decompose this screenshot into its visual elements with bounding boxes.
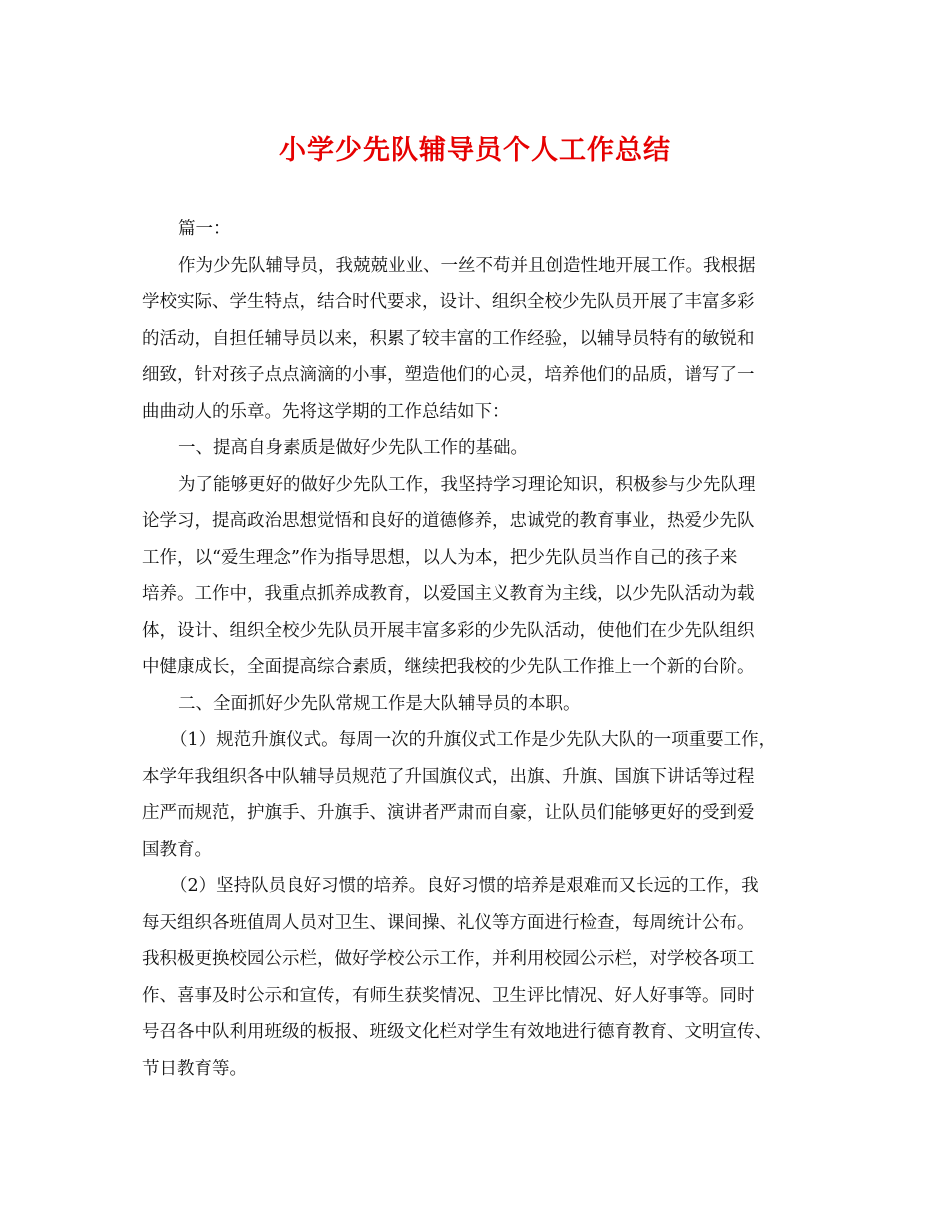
paragraph-line: （2）坚持队员良好习惯的培养。良好习惯的培养是艰难而又长远的工作，我 bbox=[170, 876, 759, 896]
paragraph-line: 作、喜事及时公示和宣传，有师生获奖情况、卫生评比情况、好人好事等。同时 bbox=[142, 985, 755, 1006]
document-body bbox=[142, 211, 812, 1087]
paragraph-line: 我积极更换校园公示栏，做好学校公示工作，并利用校园公示栏，对学校各项工 bbox=[142, 949, 755, 969]
paragraph-line: 工作，以“爱生理念”作为指导思想，以人为本，把少先队员当作自己的孩子来 bbox=[142, 547, 738, 568]
section-heading: 二、全面抓好少先队常规工作是大队辅导员的本职。 bbox=[178, 693, 581, 714]
paragraph-line: 国教育。 bbox=[142, 839, 212, 860]
paragraph-line: 体，设计、组织全校少先队员开展丰富多彩的少先队活动，使他们在少先队组织 bbox=[142, 620, 755, 641]
paragraph-line: 作为少先队辅导员，我兢兢业业、一丝不苟并且创造性地开展工作。我根据 bbox=[178, 255, 756, 276]
paragraph-line: 学校实际、学生特点，结合时代要求，设计、组织全校少先队员开展了丰富多彩 bbox=[142, 292, 755, 312]
paragraph-line: （1）规范升旗仪式。每周一次的升旗仪式工作是少先队大队的一项重要工作， bbox=[170, 730, 777, 750]
section-label: 篇一： bbox=[178, 219, 231, 239]
paragraph-line: 曲曲动人的乐章。先将这学期的工作总结如下： bbox=[142, 401, 510, 422]
section-heading: 一、提高自身素质是做好少先队工作的基础。 bbox=[178, 438, 528, 458]
document-title: 小学少先队辅导员个人工作总结 bbox=[279, 135, 671, 166]
paragraph-line: 庄严而规范，护旗手、升旗手、演讲者严肃而自豪，让队员们能够更好的受到爱 bbox=[142, 803, 755, 823]
paragraph-line: 论学习，提高政治思想觉悟和良好的道德修养，忠诚党的教育事业，热爱少先队 bbox=[142, 511, 755, 531]
paragraph-line: 细致，针对孩子点点滴滴的小事，塑造他们的心灵，培养他们的品质，谱写了一 bbox=[142, 365, 755, 385]
paragraph-line: 培养。工作中，我重点抓养成教育，以爱国主义教育为主线，以少先队活动为载 bbox=[142, 584, 755, 604]
paragraph-line: 号召各中队利用班级的板报、班级文化栏对学生有效地进行德育教育、文明宣传、 bbox=[142, 1022, 772, 1042]
paragraph-line: 节日教育等。 bbox=[142, 1058, 247, 1079]
paragraph-line: 本学年我组织各中队辅导员规范了升国旗仪式，出旗、升旗、国旗下讲话等过程 bbox=[142, 766, 755, 787]
paragraph-line: 为了能够更好的做好少先队工作，我坚持学习理论知识，积极参与少先队理 bbox=[178, 474, 756, 495]
paragraph-line: 中健康成长，全面提高综合素质，继续把我校的少先队工作推上一个新的台阶。 bbox=[142, 657, 755, 677]
paragraph-line: 每天组织各班值周人员对卫生、课间操、礼仪等方面进行检查，每周统计公布。 bbox=[142, 912, 755, 933]
paragraph-line: 的活动，自担任辅导员以来，积累了较丰富的工作经验，以辅导员特有的敏锐和 bbox=[142, 328, 755, 349]
